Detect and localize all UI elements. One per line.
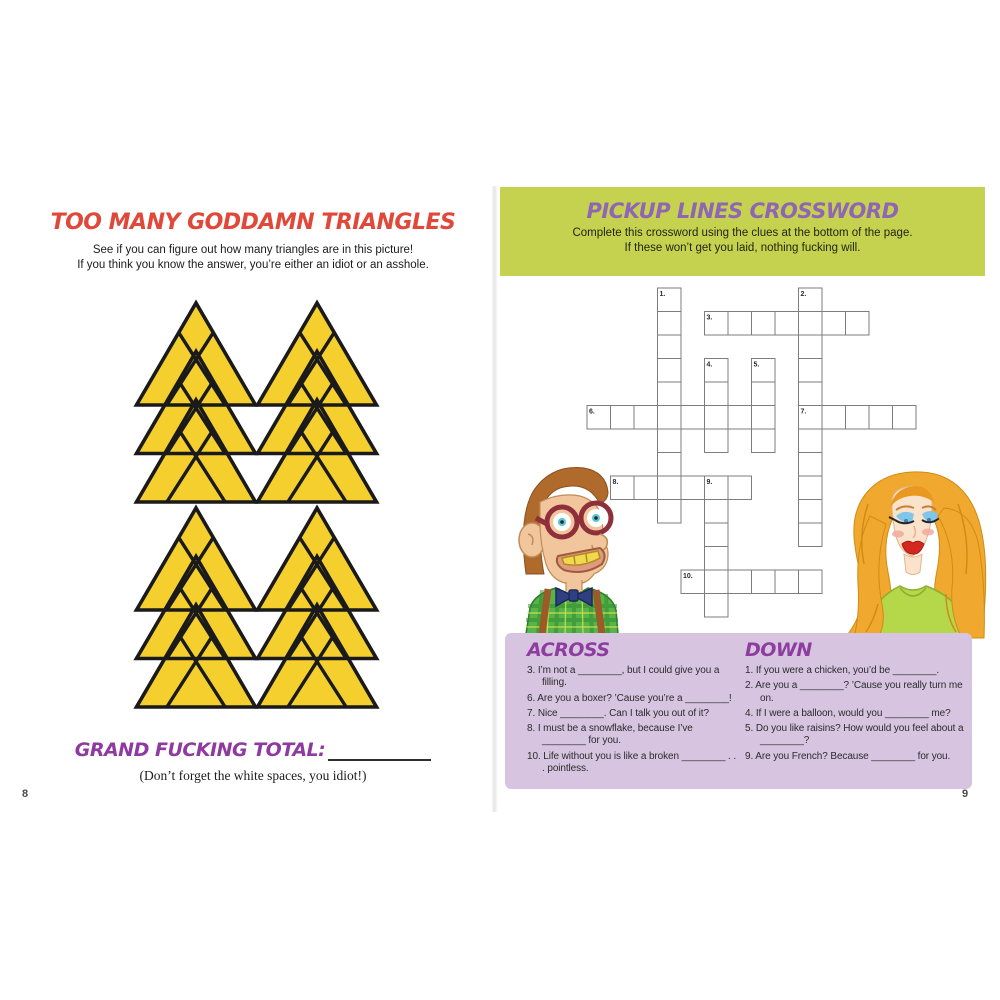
crossword-subtitle-line-2: If these won’t get you laid, nothing fucking will.: [624, 242, 861, 254]
clue-number: 4.: [745, 707, 756, 719]
clue-text: Do you like raisins? How would you feel about a ________?: [755, 723, 964, 747]
crossword-cell[interactable]: [634, 476, 658, 500]
crossword-clue-number: 6.: [589, 408, 595, 416]
crossword-subtitle-line-1: Complete this crossword using the clues at the bottom of the page.: [572, 227, 913, 239]
crossword-cell[interactable]: [658, 382, 682, 406]
clue-text: Life without you is like a broken ________ . . . pointless.: [542, 750, 737, 775]
total-hint: (Don’t forget the white spaces, you idiot!): [139, 768, 367, 783]
crossword-cell[interactable]: [799, 312, 823, 336]
crossword-cell[interactable]: [752, 570, 776, 594]
grand-total-label: GRAND FUCKING TOTAL:: [74, 739, 326, 761]
crossword-clue-number: 2.: [800, 291, 807, 299]
crossword-cell[interactable]: [611, 406, 635, 430]
crossword-cell[interactable]: [752, 406, 776, 430]
crossword-cell[interactable]: [799, 453, 823, 477]
clue-item: [745, 680, 972, 705]
clue-text: Are you a ________? ’Cause you really turn me on.: [755, 680, 963, 704]
clue-text: I must be a snowflake, because I’ve ________ for you.: [537, 723, 693, 747]
clue-item: [745, 708, 972, 720]
crossword-clue-number: 1.: [659, 291, 666, 299]
crossword-clue-number: 5.: [753, 361, 760, 369]
crossword-cell[interactable]: [799, 570, 823, 594]
clue-item: [527, 708, 739, 720]
crossword-cell[interactable]: [705, 594, 729, 618]
crossword-cell[interactable]: [728, 312, 752, 336]
crossword-cell[interactable]: [846, 406, 870, 430]
crossword-cell[interactable]: [799, 335, 823, 359]
page-number-left: 8: [22, 788, 29, 800]
clue-number: 10.: [527, 750, 544, 762]
clue-item: [527, 723, 739, 748]
crossword-cell[interactable]: [658, 406, 682, 430]
crossword-cell[interactable]: [705, 382, 729, 406]
crossword-clue-number: 4.: [706, 361, 713, 369]
crossword-cell[interactable]: [893, 406, 917, 430]
across-clues-section: [527, 639, 739, 778]
clue-item: [527, 751, 739, 776]
down-clue-list: [745, 665, 972, 763]
clue-number: 6.: [527, 692, 538, 704]
clue-number: 7.: [527, 707, 538, 719]
down-clues-section: [745, 639, 972, 766]
crossword-cell[interactable]: [705, 547, 729, 571]
clue-number: 8.: [527, 723, 538, 735]
crossword-cell[interactable]: [799, 382, 823, 406]
crossword-cell[interactable]: [728, 476, 752, 500]
down-header: DOWN: [745, 639, 812, 661]
clues-panel: [505, 633, 972, 789]
crossword-cell[interactable]: [705, 500, 729, 524]
crossword-cell[interactable]: [658, 429, 682, 453]
crossword-cell[interactable]: [658, 359, 682, 383]
across-clue-list: [527, 665, 739, 775]
subtitle-line-2: If you think you know the answer, you’re either an idiot or an asshole.: [77, 259, 429, 271]
crossword-cell[interactable]: [846, 312, 870, 336]
subtitle-line-1: See if you can figure out how many triangles are in this picture!: [92, 244, 414, 256]
crossword-cell[interactable]: [705, 523, 729, 547]
crossword-cell[interactable]: [869, 406, 893, 430]
crossword-cell[interactable]: [681, 406, 705, 430]
crossword-cell[interactable]: [822, 406, 846, 430]
crossword-cell[interactable]: [658, 453, 682, 477]
clue-item: [745, 665, 972, 677]
clue-number: 3.: [527, 665, 538, 676]
crossword-cell[interactable]: [705, 429, 729, 453]
crossword-cell[interactable]: [728, 570, 752, 594]
clue-text: Are you a boxer? ’Cause you’re a ________!: [537, 692, 732, 704]
crossword-title: PICKUP LINES CROSSWORD: [586, 199, 899, 223]
crossword-cell[interactable]: [728, 406, 752, 430]
crossword-cell[interactable]: [799, 429, 823, 453]
crossword-clue-number: 7.: [800, 408, 807, 416]
crossword-cell[interactable]: [752, 312, 776, 336]
clue-text: I’m not a ________, but I could give you a filling.: [537, 665, 720, 689]
clue-item: [527, 665, 739, 690]
crossword-clue-number: 9.: [706, 479, 713, 487]
clue-text: If I were a balloon, would you ________ me?: [755, 707, 951, 719]
crossword-cell[interactable]: [799, 476, 823, 500]
crossword-clue-number: 10.: [683, 573, 693, 581]
clue-number: 1.: [745, 665, 756, 676]
clue-item: [745, 751, 972, 763]
crossword-cell[interactable]: [775, 570, 799, 594]
crossword-cell[interactable]: [705, 570, 729, 594]
crossword-clue-number: 8.: [612, 479, 619, 487]
crossword-cell[interactable]: [681, 476, 705, 500]
crossword-cell[interactable]: [799, 523, 823, 547]
crossword-cell[interactable]: [658, 335, 682, 359]
crossword-cell[interactable]: [705, 406, 729, 430]
crossword-cell[interactable]: [658, 312, 682, 336]
crossword-cell[interactable]: [634, 406, 658, 430]
clue-number: 9.: [745, 750, 756, 762]
crossword-cell[interactable]: [752, 382, 776, 406]
page-number-right: 9: [962, 788, 969, 800]
clue-item: [745, 723, 972, 748]
crossword-cell[interactable]: [752, 429, 776, 453]
crossword-clue-number: 3.: [706, 314, 713, 322]
crossword-cell[interactable]: [658, 476, 682, 500]
crossword-cell[interactable]: [799, 359, 823, 383]
crossword-cell[interactable]: [775, 312, 799, 336]
clue-text: If you were a chicken, you’d be ________.: [755, 665, 940, 676]
crossword-cell[interactable]: [799, 500, 823, 524]
clue-number: 5.: [745, 723, 756, 735]
across-header: ACROSS: [527, 639, 610, 661]
clue-item: [527, 693, 739, 705]
page-title: TOO MANY GODDAMN TRIANGLES: [50, 210, 456, 235]
clue-text: Nice ________. Can I talk you out of it?: [537, 707, 709, 719]
crossword-cell[interactable]: [658, 500, 682, 524]
clue-number: 2.: [745, 680, 756, 692]
clue-text: Are you French? Because ________ for you.: [755, 750, 951, 762]
crossword-cell[interactable]: [822, 312, 846, 336]
